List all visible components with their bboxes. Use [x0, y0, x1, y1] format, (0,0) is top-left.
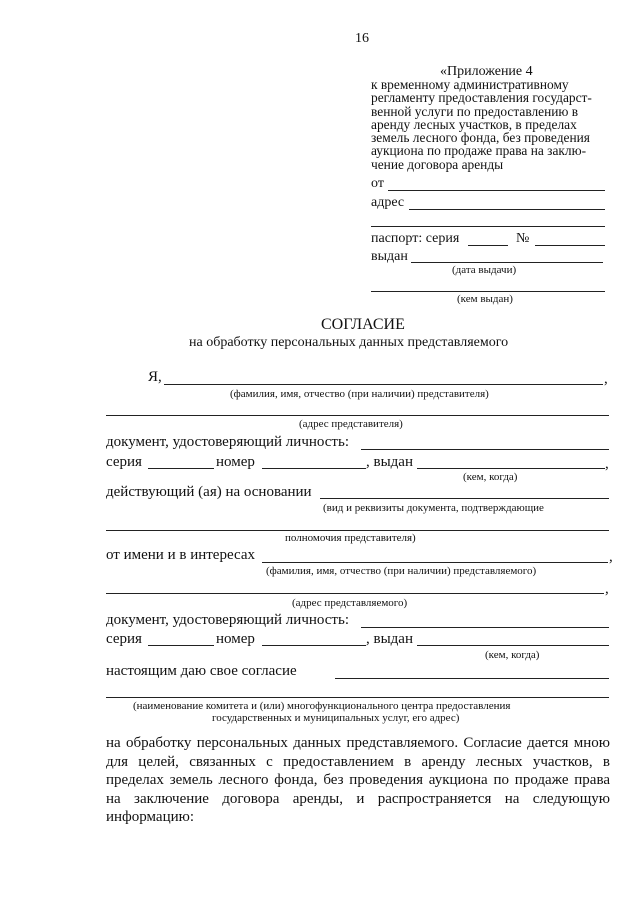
passport-number-field[interactable] — [535, 245, 605, 246]
principal-address-comma: , — [605, 581, 609, 597]
id-doc-label-2: документ, удостоверяющий личность: — [106, 612, 349, 628]
address-field[interactable] — [409, 209, 605, 210]
appendix-line: земель лесного фонда, без проведения — [371, 130, 590, 146]
appendix-line: регламенту предоставления государст- — [371, 90, 592, 106]
appendix-line: к временному административному — [371, 77, 569, 92]
number-field[interactable] — [262, 468, 366, 469]
passport-issued-label: выдан — [371, 249, 408, 264]
principal-name-hint: (фамилия, имя, отчество (при наличии) представляемого) — [266, 565, 537, 577]
number-field-2[interactable] — [262, 645, 366, 646]
basis-hint-2: полномочия представителя) — [285, 532, 416, 544]
number-label: номер — [216, 454, 255, 470]
committee-hint-2: государственных и муниципальных услуг, его адрес) — [212, 712, 460, 724]
passport-issued-field[interactable] — [411, 262, 603, 263]
basis-hint-1: (вид и реквизиты документа, подтверждающие — [323, 502, 544, 514]
appendix-reference — [371, 78, 611, 171]
issued-label: , выдан — [366, 454, 413, 470]
passport-series-label: паспорт: серия — [371, 231, 460, 246]
principal-name-field[interactable] — [262, 562, 608, 563]
body-line: на заключение договора аренды, и распространяется на следующую — [106, 790, 610, 807]
consent-label: настоящим даю свое согласие — [106, 663, 297, 679]
acting-basis-field-2[interactable] — [106, 530, 609, 531]
body-line: на обработку персональных данных представляемого. Согласие дается мною — [106, 735, 610, 751]
issued-field[interactable] — [417, 468, 605, 469]
series-field-2[interactable] — [148, 645, 214, 646]
issued-comma: , — [605, 456, 609, 472]
number-label-2: номер — [216, 631, 255, 647]
who-when-hint-2: (кем, когда) — [485, 649, 540, 661]
passport-series-field[interactable] — [468, 245, 508, 246]
rep-name-comma: , — [604, 371, 608, 387]
from-label: от — [371, 176, 384, 191]
series-field[interactable] — [148, 468, 214, 469]
body-line: информацию: — [106, 809, 195, 825]
document-title: СОГЛАСИЕ — [321, 316, 405, 333]
principal-name-comma: , — [609, 549, 613, 565]
issued-label-2: , выдан — [366, 631, 413, 647]
rep-address-field[interactable] — [106, 415, 609, 416]
consent-field[interactable] — [335, 678, 609, 679]
consent-body — [106, 734, 610, 827]
acting-basis-field[interactable] — [320, 498, 609, 499]
passport-number-sign: № — [516, 231, 530, 246]
rep-address-hint: (адрес представителя) — [299, 418, 403, 430]
document-subtitle: на обработку персональных данных представляемого — [189, 335, 509, 350]
series-label: серия — [106, 454, 142, 470]
appendix-line: чение договора аренды — [371, 156, 504, 172]
id-doc-label: документ, удостоверяющий личность: — [106, 434, 349, 450]
address-label: адрес — [371, 195, 405, 210]
id-doc-field[interactable] — [361, 449, 609, 450]
rep-name-hint: (фамилия, имя, отчество (при наличии) представителя) — [230, 388, 489, 400]
appendix-line: венной услуги по предоставлению в — [371, 103, 579, 119]
issue-date-hint: (дата выдачи) — [452, 264, 517, 276]
who-when-hint: (кем, когда) — [463, 471, 518, 483]
from-field[interactable] — [388, 190, 605, 191]
i-label: Я, — [148, 369, 162, 385]
committee-hint-1: (наименование комитета и (или) многофункционального центра предоставления — [133, 700, 511, 712]
issued-by-hint: (кем выдан) — [457, 293, 513, 305]
address-field-2[interactable] — [371, 226, 605, 227]
body-line: для целей, связанных с предоставлением в аренду лесных участков, в — [106, 753, 610, 770]
id-doc-field-2[interactable] — [361, 627, 609, 628]
principal-address-field[interactable] — [106, 593, 604, 594]
body-line: пределах земель лесного фонда, без проведения аукциона по продаже права — [106, 772, 610, 788]
issued-by-field[interactable] — [371, 291, 605, 292]
appendix-line: аренду лесных участков, в пределах — [371, 116, 577, 132]
page-number: 16 — [355, 31, 369, 46]
series-label-2: серия — [106, 631, 142, 647]
issued-field-2[interactable] — [417, 645, 609, 646]
appendix-title: «Приложение 4 — [440, 64, 533, 79]
principal-address-hint: (адрес представляемого) — [292, 597, 408, 609]
appendix-line: аукциона по продаже права на заклю- — [371, 143, 587, 159]
rep-name-field[interactable] — [164, 384, 603, 385]
on-behalf-label: от имени и в интересах — [106, 547, 255, 563]
acting-label: действующий (ая) на основании — [106, 484, 312, 500]
committee-field[interactable] — [106, 697, 609, 698]
